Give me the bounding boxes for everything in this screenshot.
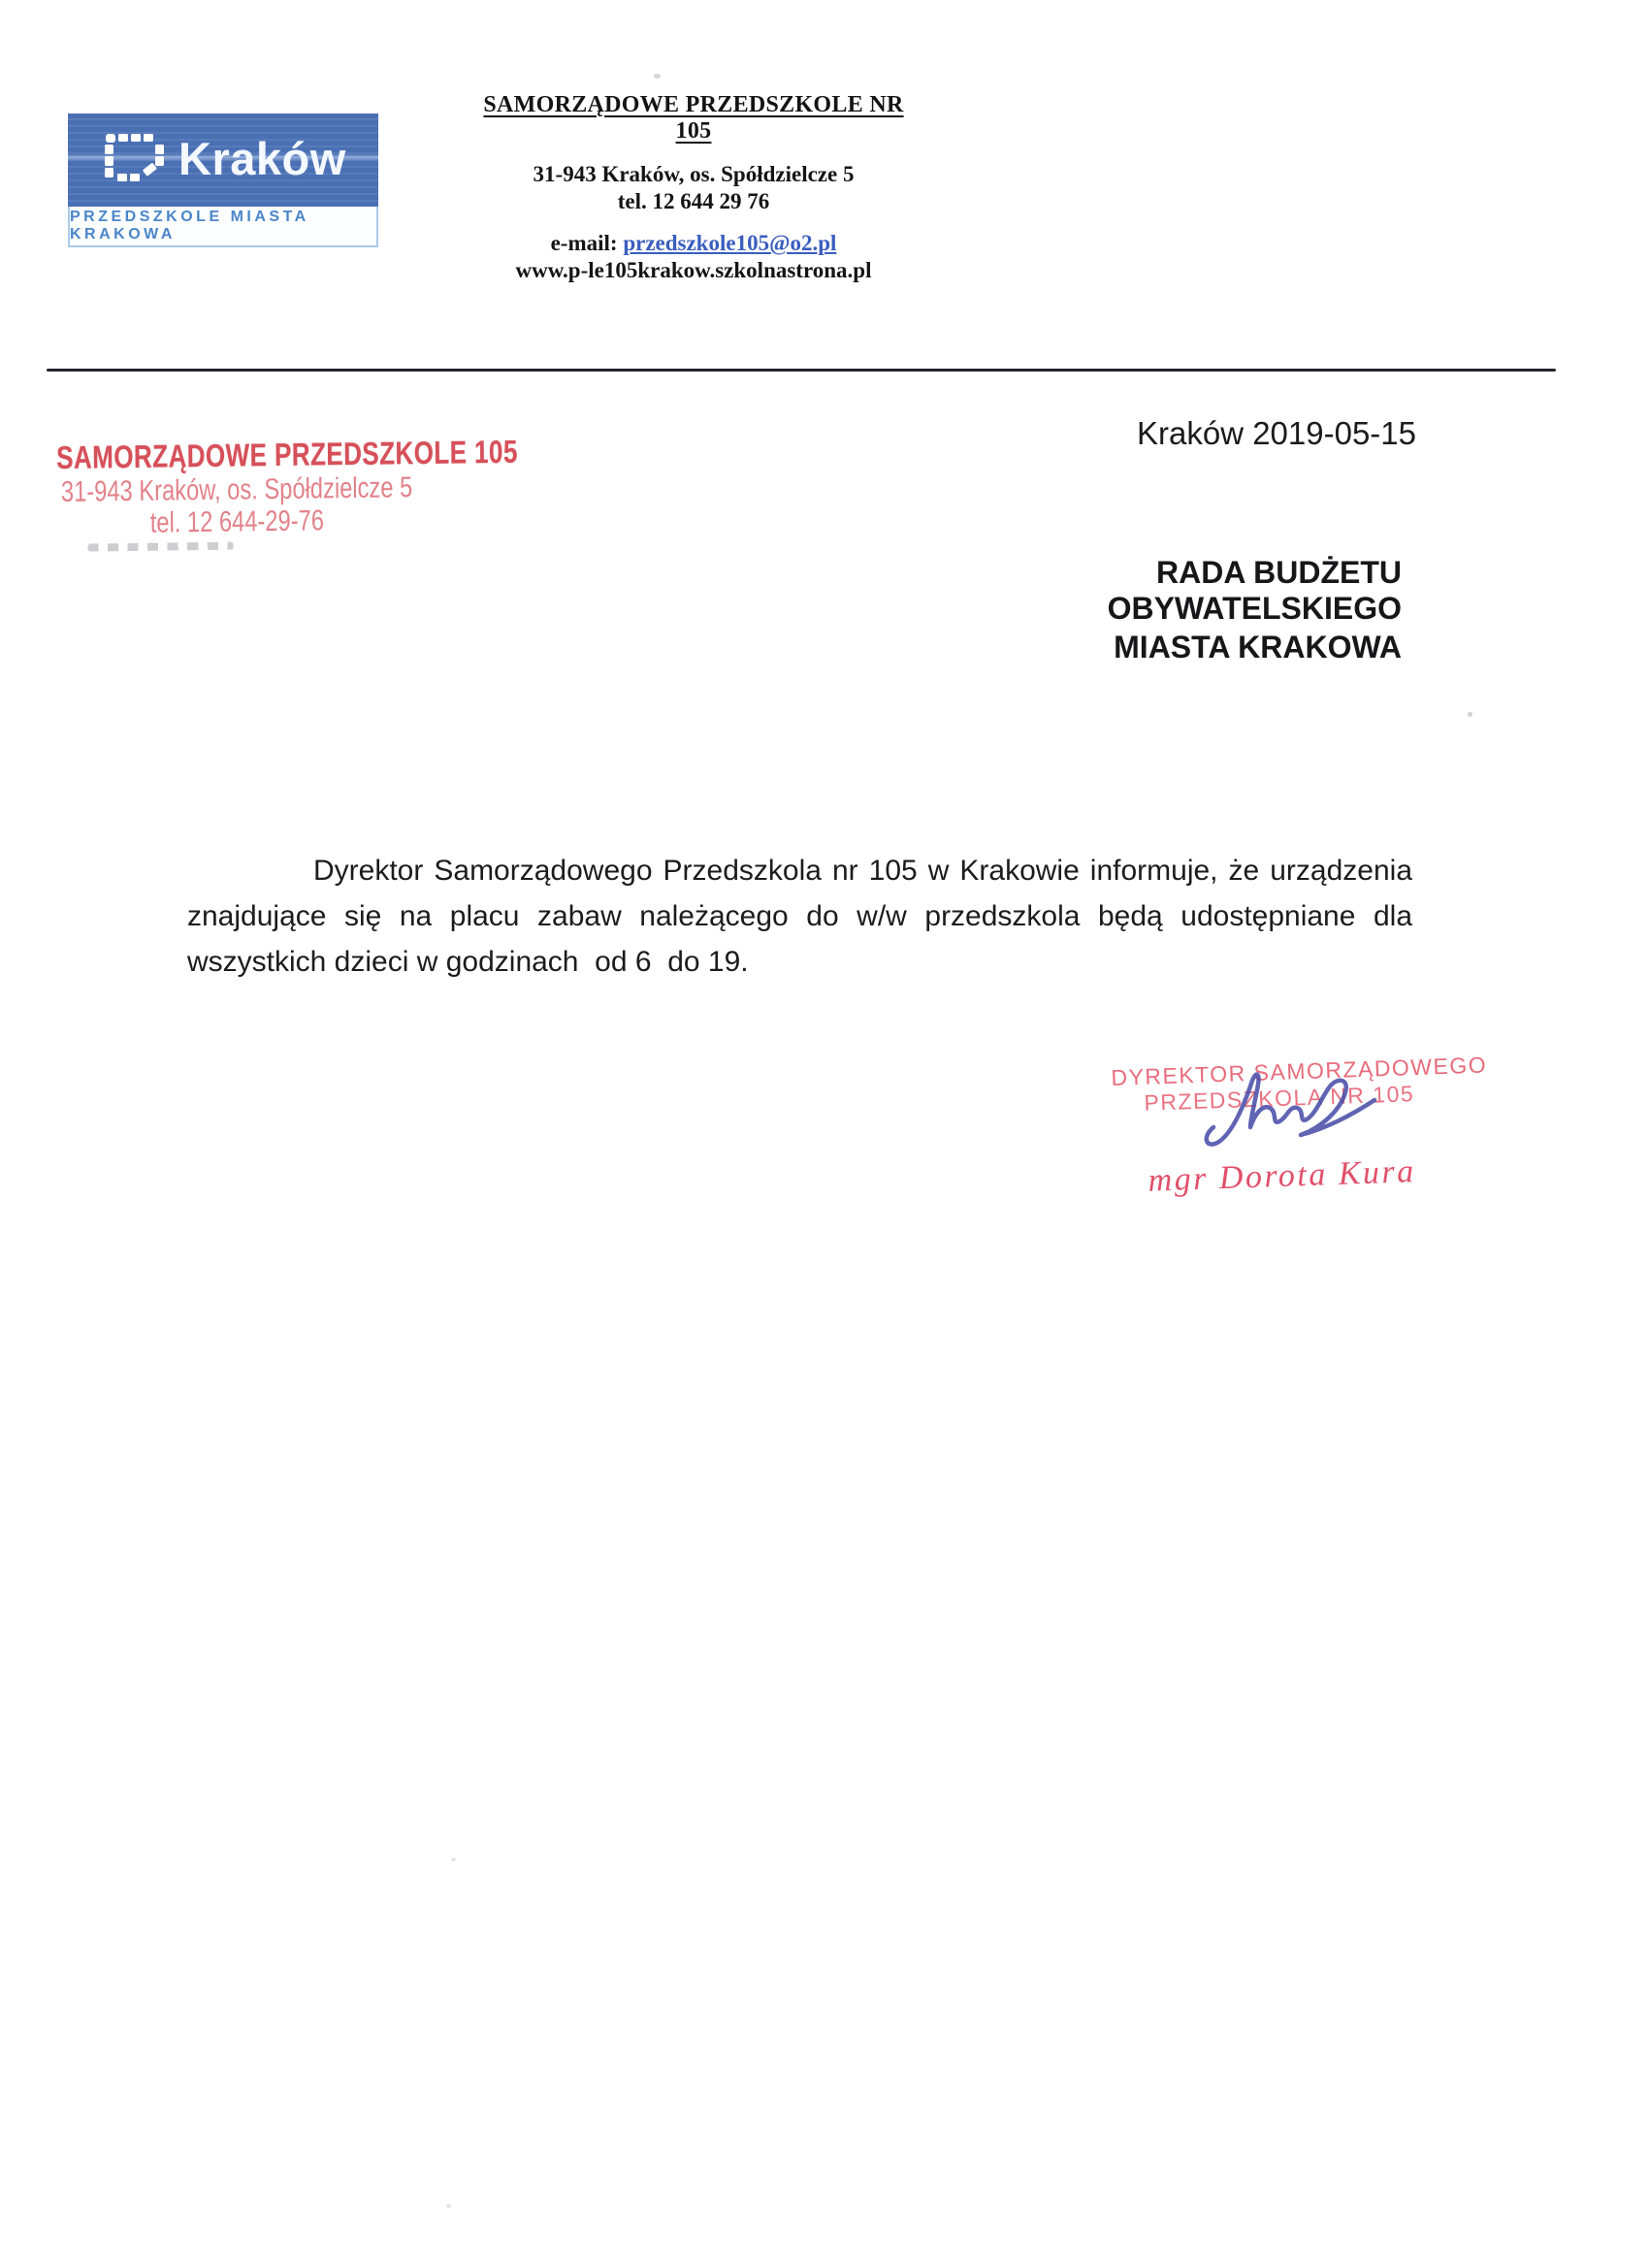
- krakow-logo-blue-box: [68, 113, 378, 207]
- office-stamp-address: 31-943 Kraków, os. Spółdzielcze 5: [60, 471, 413, 508]
- logo-brand-text: Kraków: [178, 132, 346, 184]
- logo-subtitle-band: PRZEDSZKOLE MIASTA KRAKOWA: [68, 207, 378, 247]
- scan-speck: [654, 74, 661, 79]
- header-divider-line: [47, 369, 1556, 372]
- body-line-1: Dyrektor Samorządowego Przedszkola nr 105 w Krakowie informuje, że urządzenia: [313, 855, 1412, 887]
- recipient-line-2: MIASTA KRAKOWA: [1114, 630, 1402, 664]
- letterhead-website: www.p-le105krakow.szkolnastrona.pl: [515, 258, 872, 282]
- signature-scribble: [1198, 1067, 1392, 1164]
- krakow-logo: [68, 113, 378, 247]
- director-stamp-line-2: PRZEDSZKOLA NR 105: [1144, 1081, 1415, 1116]
- scan-speck: [451, 1858, 456, 1862]
- letterhead-email-line: [480, 230, 907, 257]
- letterhead-phone: tel. 12 644 29 76: [617, 189, 770, 213]
- body-line-2: znajdujące się na placu zabaw należącego do w/w przedszkola będą udostępniane dla: [187, 900, 1412, 932]
- letterhead: [480, 92, 907, 283]
- scan-speck: [446, 2204, 451, 2208]
- scan-speck: [1468, 712, 1472, 717]
- recipient-line-1: RADA BUDŻETU OBYWATELSKIEGO: [1107, 555, 1402, 626]
- body-line-3: wszystkich dzieci w godzinach od 6 do 19.: [187, 946, 749, 978]
- email-link[interactable]: przedszkole105@o2.pl: [623, 231, 837, 255]
- office-stamp: [56, 433, 518, 552]
- signatory-name: mgr Dorota Kura: [1147, 1153, 1417, 1199]
- director-stamp-line-1: DYREKTOR SAMORZĄDOWEGO: [1111, 1052, 1488, 1090]
- office-stamp-name: SAMORZĄDOWE PRZEDSZKOLE 105: [56, 433, 518, 475]
- letterhead-title: SAMORZĄDOWE PRZEDSZKOLE NR 105: [483, 92, 904, 144]
- faint-ink-remnant: [87, 542, 233, 552]
- letterhead-address: 31-943 Kraków, os. Spółdzielcze 5: [533, 162, 855, 186]
- krakow-tiles-icon: [105, 134, 165, 187]
- email-label: e-mail:: [550, 231, 624, 255]
- letter-body: [187, 848, 1412, 985]
- letter-date: Kraków 2019-05-15: [1136, 415, 1416, 451]
- office-stamp-phone: tel. 12 644-29-76: [149, 504, 325, 539]
